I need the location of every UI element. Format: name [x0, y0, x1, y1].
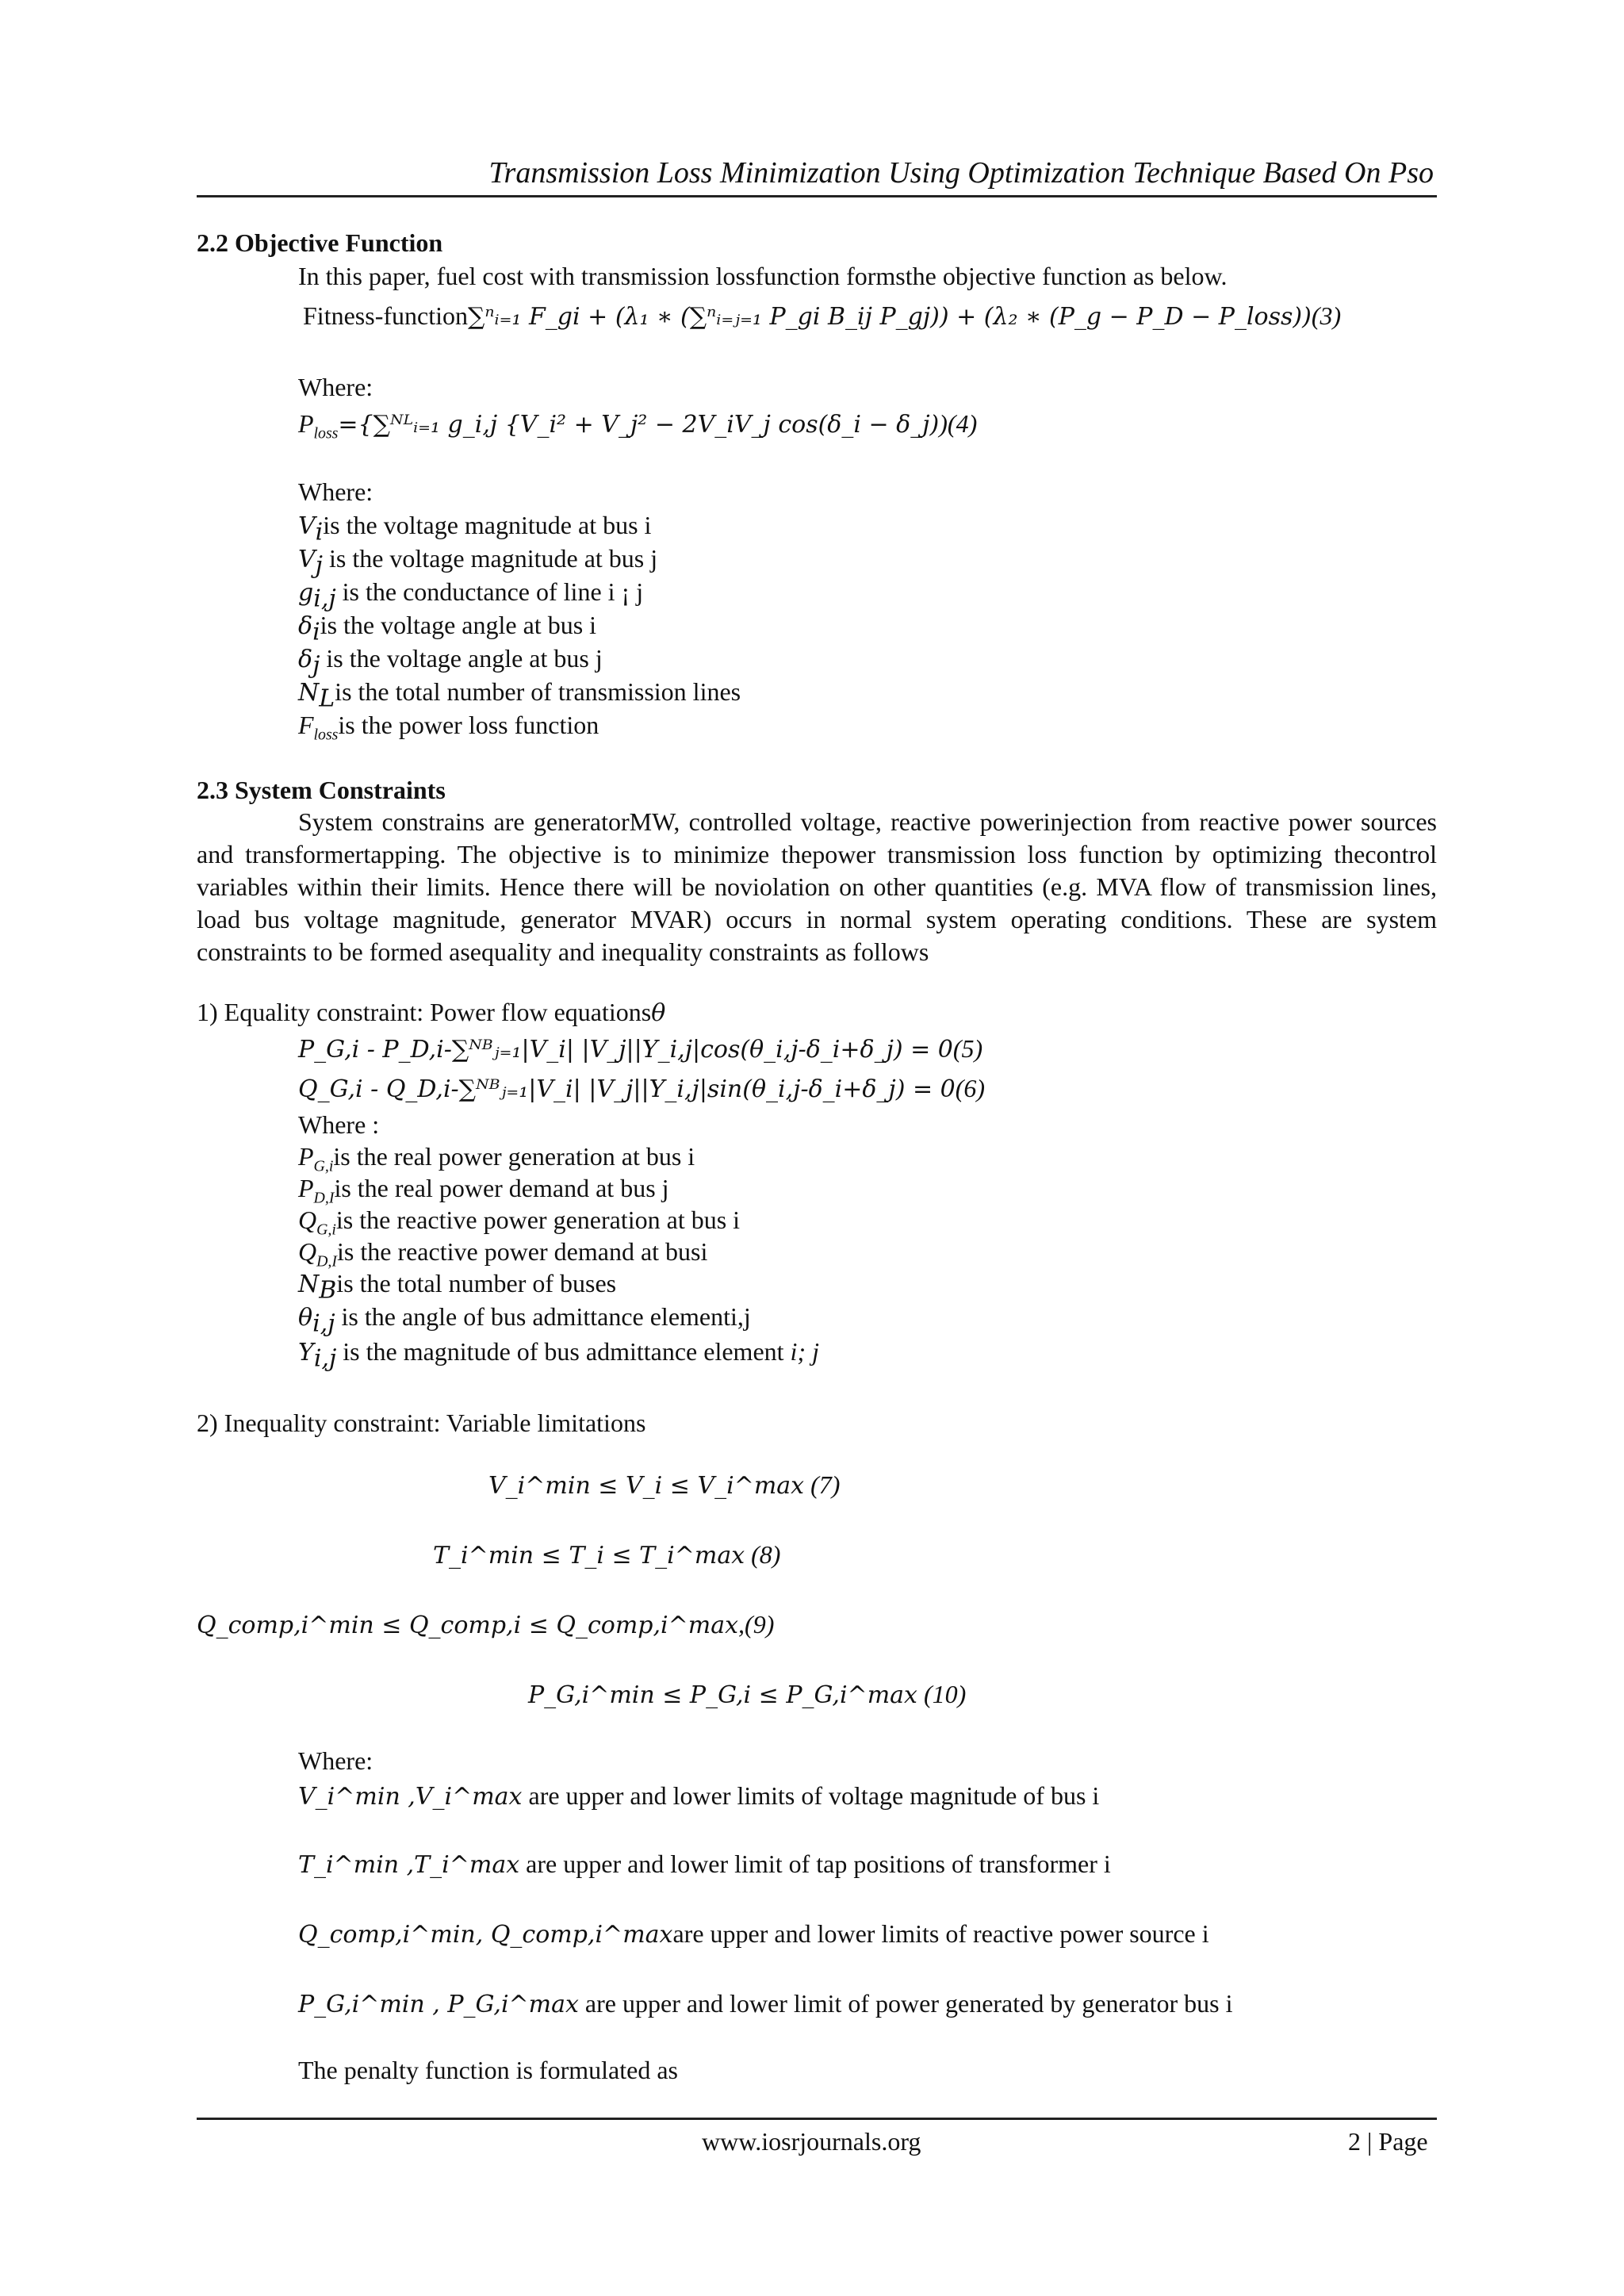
fitness-label: Fitness-function [303, 301, 468, 330]
definition-delta-i: $\delta_iis$ the voltage angle at bus i [298, 611, 597, 646]
limit-def-tap: T_i^min ,T_i^max are upper and lower limit of tap positions of transformer i [298, 1849, 1111, 1879]
definition-yij: $Y_{i,j}$ is the magnitude of bus admittance element i; j [298, 1337, 819, 1373]
where-label-1: Where: [298, 373, 373, 401]
limit-def-generator: P_G,i^min , P_G,i^max are upper and lower limit of power generated by generator bus i [298, 1989, 1233, 2018]
equation-number-4: )(4) [939, 409, 978, 438]
definition-gij: $g_{i,j}$ is the conductance of line i ¡ j [298, 577, 644, 613]
equation-number-8: (8) [751, 1540, 781, 1569]
section-heading-2-2: 2.2 Objective Function [197, 228, 443, 257]
footer-rule [197, 2118, 1437, 2120]
where-label-3: Where : [298, 1110, 380, 1139]
definition-floss: $F_{loss}is$ the power loss function [298, 711, 599, 744]
limit-def-reactive: Q_comp,i^min, Q_comp,i^maxare upper and lower limits of reactive power source i [298, 1919, 1209, 1949]
constraints-paragraph: System constrains are generatorMW, controlled voltage, reactive powerinjection from reactive power sources and transformertapping. The objective is to minimize thepower transmission loss function by optimizing thecontrol variables within their limits. Hence there will be noviolation on other quantities (e.g. MVA flow of transmission lines, load bus voltage magnitude, generator MVAR) occurs in normal system operating conditions. These are system constraints to be formed asequality and inequality constraints as follows [197, 807, 1437, 966]
definition-nb: $N_Bis$ the total number of buses [298, 1269, 617, 1305]
ploss-equation [298, 408, 977, 449]
equation-6 [298, 1072, 985, 1106]
penalty-intro: The penalty function is formulated as [298, 2056, 678, 2084]
equation-5-expression: P_G,i - P_D,i-∑ᴺᴮⱼ₌₁|V_i| |V_j||Y_i,j|cos(θ_i,j-δ_i+δ_j) = 0 [298, 1036, 953, 1064]
where-label-2: Where: [298, 477, 373, 506]
running-header: Transmission Loss Minimization Using Optimization Technique Based On Pso [488, 156, 1434, 190]
ploss-subscript: loss [313, 424, 339, 443]
ploss-expression: ={∑ᴺᴸᵢ₌₁ g_i,j {V_i² + V_j² − 2V_iV_j cos(δ_i − δ_j) [338, 411, 940, 439]
definition-nl: $N_Lis$ the total number of transmission lines [298, 677, 741, 713]
inequality-heading: 2) Inequality constraint: Variable limitations [197, 1409, 646, 1437]
equation-number-7: (7) [810, 1470, 841, 1499]
equation-number-10: (10) [923, 1680, 967, 1708]
definition-delta-j: $\delta_j$ is the voltage angle at bus j [298, 644, 603, 680]
definition-pgi: $P_{G,i}is$ the real power generation at bus i [298, 1142, 695, 1175]
equation-number-3: (3) [1311, 301, 1342, 330]
objective-intro: In this paper, fuel cost with transmission lossfunction formsthe objective function as below. [298, 262, 1228, 290]
where-label-4: Where: [298, 1746, 373, 1775]
limit-def-voltage: V_i^min ,V_i^max are upper and lower limits of voltage magnitude of bus i [298, 1781, 1100, 1811]
header-rule [197, 195, 1437, 197]
equation-number-9: ,(9) [738, 1610, 775, 1639]
equation-6-expression: Q_G,i - Q_D,i-∑ᴺᴮⱼ₌₁|V_i| |V_j||Y_i,j|sin(θ_i,j-δ_i+δ_j) = 0 [298, 1075, 956, 1103]
equation-5 [298, 1033, 982, 1066]
fitness-equation [303, 300, 1341, 333]
definition-qdi: $Q_{D,I}is$ the reactive power demand at busi [298, 1237, 708, 1271]
definition-qgi: $Q_{G,i}is$ the reactive power generation at bus i [298, 1205, 741, 1239]
equation-number-6: (6) [955, 1074, 986, 1102]
footer-url: www.iosrjournals.org [702, 2127, 921, 2156]
inequality-8: T_i^min ≤ T_i ≤ T_i^max (8) [433, 1540, 781, 1570]
inequality-10: P_G,i^min ≤ P_G,i ≤ P_G,i^max (10) [528, 1680, 967, 1709]
equality-heading: 1) Equality constraint: Power flow equationsθ [197, 998, 666, 1027]
definition-vj: $V_j$ is the voltage magnitude at bus j [298, 544, 658, 580]
inequality-9: Q_comp,i^min ≤ Q_comp,i ≤ Q_comp,i^max,(9) [197, 1610, 775, 1639]
equation-number-5: (5) [952, 1034, 983, 1063]
ploss-symbol: P [298, 409, 314, 438]
footer-page-number: 2 | Page [1348, 2127, 1428, 2156]
definition-pdi: $P_{D,I}is$ the real power demand at bus j [298, 1174, 669, 1207]
section-heading-2-3: 2.3 System Constraints [197, 776, 446, 804]
inequality-7: V_i^min ≤ V_i ≤ V_i^max (7) [488, 1470, 841, 1500]
fitness-expression: ∑ⁿᵢ₌₁ F_gi + (λ₁ ∗ (∑ⁿᵢ₌ⱼ₌₁ P_gi B_ij P_gj)) + (λ₂ ∗ (P_g − P_D − P_loss)) [467, 303, 1312, 331]
definition-theta: $\theta_{i,j}$ is the angle of bus admittance elementi,j [298, 1302, 751, 1338]
definition-vi: $V_iis$ the voltage magnitude at bus i [298, 511, 652, 546]
